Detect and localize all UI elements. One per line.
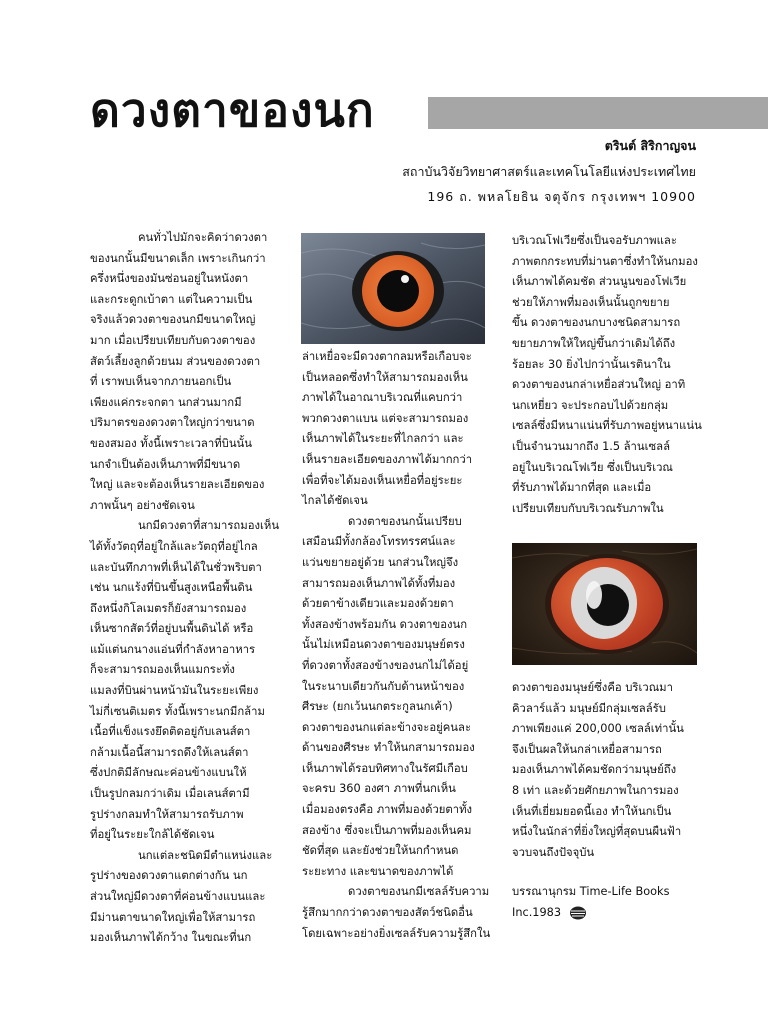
text-line: ศีรษะ (ยกเว้นนกตระกูลนกเค้า) <box>302 700 453 714</box>
hawk-eye-photo <box>512 543 697 665</box>
text-line: ดวงตาของมนุษย์ซึ่งคือ บริเวณมา <box>512 681 673 694</box>
text-line: เห็นภาพได้ในระยะที่ไกลกว่า และ <box>302 432 464 446</box>
text-line: ที่ดวงตาทั้งสองข้างของนกไม่ได้อยู่ <box>302 658 469 672</box>
photo-caption <box>512 678 698 863</box>
text-line: พวกดวงตาแบน แต่จะสามารถมอง <box>302 411 469 425</box>
text-line: นั้นไม่เหมือนดวงตาของมนุษย์ตรง <box>302 638 465 652</box>
text-line: ล่าเหยื่อจะมีดวงตากลมหรือเกือบจะ <box>302 350 472 363</box>
text-line: ไกลได้ชัดเจน <box>302 494 368 508</box>
text-line: เปรียบเทียบกับบริเวณรับภาพใน <box>512 501 664 515</box>
text-line: เสมือนมีทั้งกล้องโทรทรรศน์และ <box>302 535 456 549</box>
text-line: ดวงตาของนกนั้นเปรียบ <box>348 514 462 528</box>
column-3 <box>512 231 702 519</box>
text-line: คนทั่วไปมักจะคิดว่าดวงตา <box>138 231 268 244</box>
reference-line: บรรณานุกรม Time-Life Books <box>512 885 670 898</box>
text-line: เนื้อที่แข็งแรงยึดติดอยู่กับเลนส์ตา <box>90 725 251 739</box>
text-line: ชัดที่สุด และยังช่วยให้นกกำหนด <box>302 844 459 858</box>
text-line: แม้แต่นกนางแอ่นที่กำลังหาอาหาร <box>90 642 256 656</box>
bird-eye-image <box>301 233 485 344</box>
text-line: ก็จะสามารถมองเห็นแมกระทั่ง <box>90 663 235 677</box>
text-line: โดยเฉพาะอย่างยิ่งเซลล์รับความรู้สึกใน <box>302 926 491 940</box>
text-line: ภาพตกกระทบที่ม่านตาซึ่งทำให้นกมอง <box>512 254 698 268</box>
text-line: เซลล์ซึ่งมีหนาแน่นที่รับภาพอยู่หนาแน่น <box>512 419 702 433</box>
text-line: ดวงตาของนกล่าเหยื่อส่วนใหญ่ อาทิ <box>512 378 686 392</box>
text-line: และกระดูกเบ้าตา แต่ในความเป็น <box>90 292 253 306</box>
text-line: จึงเป็นผลให้นกล่าเหยื่อสามารถ <box>512 742 662 756</box>
author-address: 196 ถ. พหลโยธิน จตุจักร กรุงเทพฯ 10900 <box>427 189 696 204</box>
text-line: นกแต่ละชนิดมีตำแหน่งและ <box>138 848 273 862</box>
publisher-logo-icon <box>569 906 587 920</box>
text-line: เห็นภาพได้คมชัด ส่วนนูนของโฟเวีย <box>512 275 687 289</box>
text-line: เพื่อที่จะได้มองเห็นเหยื่อที่อยู่ระยะ <box>302 473 463 487</box>
text-line: มองเห็นภาพได้กว้าง ในขณะที่นก <box>90 931 252 945</box>
text-line: รูปร่างของดวงตาแตกต่างกัน นก <box>90 869 248 883</box>
text-line: ดวงตาของนกมีเซลล์รับความ <box>348 885 490 899</box>
text-line: ที่ เราพบเห็นจากภายนอกเป็น <box>90 375 232 389</box>
text-line: ที่อยู่ในระยะใกล้ได้ชัดเจน <box>90 828 215 842</box>
text-line: แมลงที่บินผ่านหน้ามันในระยะเพียง <box>90 684 259 698</box>
text-line: ที่รับภาพได้มากที่สุด และเมื่อ <box>512 481 652 495</box>
text-line: เป็นจำนวนมากถึง 1.5 ล้านเซลล์ <box>512 439 671 453</box>
text-line: นกเหยี่ยว จะประกอบไปด้วยกลุ่ม <box>512 398 669 412</box>
text-line: เห็นภาพได้รอบทิศทางในรัศมีเกือบ <box>302 761 468 775</box>
author-affiliation: สถาบันวิจัยวิทยาศาสตร์และเทคโนโลยีแห่งประเทศไทย <box>402 164 696 179</box>
text-line: ในระนาบเดียวกันกับด้านหน้าของ <box>302 679 465 693</box>
text-line: สองข้าง ซึ่งจะเป็นภาพที่มองเห็นคม <box>302 823 472 837</box>
text-line: เห็นรายละเอียดของภาพได้มากกว่า <box>302 452 473 466</box>
text-line: ซึ่งปกติมีลักษณะค่อนข้างแบนให้ <box>90 766 247 780</box>
text-line: จวบจนถึงปัจจุบัน <box>512 845 595 859</box>
column-2 <box>302 347 491 944</box>
article-title: ดวงตาของนก <box>90 83 375 137</box>
text-line: รูปร่างกลมทำให้สามารถรับภาพ <box>90 807 244 821</box>
text-line: ระยะทาง และขนาดของภาพได้ <box>302 864 454 878</box>
hawk-eye-image <box>512 543 697 665</box>
text-line: ขยายภาพให้ใหญ่ขึ้นกว่าเดิมได้ถึง <box>512 336 676 350</box>
text-line: มีม่านตาขนาดใหญ่เพื่อให้สามารถ <box>90 910 256 924</box>
text-line: หนึ่งในนักล่าที่ยิ่งใหญ่ที่สุดบนผืนฟ้า <box>512 825 682 839</box>
text-line: นกมีดวงตาที่สามารถมองเห็น <box>138 519 280 533</box>
text-line: นกจำเป็นต้องเห็นภาพที่มีขนาด <box>90 457 241 471</box>
author-name: ตรินต์ สิริกาญจน <box>604 138 696 153</box>
text-line: รู้สึกมากกว่าดวงตาของสัตว์ชนิดอื่น <box>302 906 473 920</box>
text-line: ใหญ่ และจะต้องเห็นรายละเอียดของ <box>90 478 265 492</box>
text-line: มองเห็นภาพได้คมชัดกว่ามนุษย์ถึง <box>512 763 677 777</box>
text-line: คิวลาร์แล้ว มนุษย์มีกลุ่มเซลล์รับ <box>512 701 666 715</box>
text-line: และบันทึกภาพที่เห็นได้ในชั่วพริบตา <box>90 560 262 574</box>
text-line: เห็นซากสัตว์ที่อยู่บนพื้นดินได้ หรือ <box>90 622 254 636</box>
reference-year: Inc.1983 <box>512 905 562 919</box>
text-line: ครึ่งหนึ่งของมันซ่อนอยู่ในหนังตา <box>90 272 249 286</box>
title-bar <box>428 97 768 129</box>
bird-eye-photo <box>301 233 485 344</box>
text-line: ภาพเพียงแค่ 200,000 เซลล์เท่านั้น <box>512 722 684 736</box>
text-line: ร้อยละ 30 ยิ่งไปกว่านั้นเรตินาใน <box>512 357 671 371</box>
text-line: ปริมาตรของดวงตาใหญ่กว่าขนาด <box>90 416 255 430</box>
text-line: ด้วยตาข้างเดียวและมองด้วยตา <box>302 597 454 611</box>
column-1 <box>90 228 280 949</box>
text-line: อยู่ในบริเวณโฟเวีย ซึ่งเป็นบริเวณ <box>512 460 673 474</box>
text-line: ภาพได้ในอาณาบริเวณที่แคบกว่า <box>302 391 463 405</box>
text-line: มาก เมื่อเปรียบเทียบกับดวงตาของ <box>90 333 256 347</box>
text-line: ช่วยให้ภาพที่มองเห็นนั้นถูกขยาย <box>512 295 670 309</box>
text-line: เพียงแค่กระจกตา นกส่วนมากมี <box>90 395 242 409</box>
text-line: ถึงหนึ่งกิโลเมตรก็ยังสามารถมอง <box>90 601 247 615</box>
text-line: ของนกนั้นมีขนาดเล็ก เพราะเกินกว่า <box>90 251 266 265</box>
text-line: กล้ามเนื้อนี้สามารถดึงให้เลนส์ตา <box>90 745 249 759</box>
text-line: จะครบ 360 องศา ภาพที่นกเห็น <box>302 782 456 796</box>
text-line: ไม่กี่เซนติเมตร ทั้งนี้เพราะนกมีกล้าม <box>90 704 265 718</box>
text-line: ภาพนั้นๆ อย่างชัดเจน <box>90 498 195 512</box>
text-line: เป็นรูปกลมกว่าเดิม เมื่อเลนส์ตามี <box>90 787 250 801</box>
references <box>512 882 698 923</box>
text-line: บริเวณโฟเวียซึ่งเป็นจอรับภาพและ <box>512 234 677 247</box>
text-line: เช่น นกแร้งที่บินขึ้นสูงเหนือพื้นดิน <box>90 581 253 595</box>
text-line: 8 เท่า และด้วยศักยภาพในการมอง <box>512 783 679 797</box>
reference-line-2 <box>512 903 698 924</box>
text-line: ด้านของศีรษะ ทำให้นกสามารถมอง <box>302 741 475 755</box>
text-line: สามารถมองเห็นภาพได้ทั้งที่มอง <box>302 576 456 590</box>
text-line: แว่นขยายอยู่ด้วย นกส่วนใหญ่จึง <box>302 555 459 569</box>
text-line: ของสมอง ทั้งนี้เพราะเวลาที่บินนั้น <box>90 436 252 450</box>
text-line: สัตว์เลี้ยงลูกด้วยนม ส่วนของดวงตา <box>90 354 261 368</box>
text-line: ขึ้น ดวงตาของนกบางชนิดสามารถ <box>512 316 681 330</box>
text-line: จริงแล้วดวงตาของนกมีขนาดใหญ่ <box>90 313 256 327</box>
text-line: เมื่อมองตรงคือ ภาพที่มองด้วยตาทั้ง <box>302 803 473 817</box>
text-line: เห็นที่เยี่ยมยอดนี้เอง ทำให้นกเป็น <box>512 804 672 818</box>
text-line: ส่วนใหญ่มีดวงตาที่ค่อนข้างแบนและ <box>90 890 266 903</box>
text-line: ได้ทั้งวัตถุที่อยู่ใกล้และวัตถุที่อยู่ไกล <box>90 539 258 553</box>
text-line: เป็นหลอดซึ่งทำให้สามารถมองเห็น <box>302 370 468 384</box>
text-line: ทั้งสองข้างพร้อมกัน ดวงตาของนก <box>302 617 468 631</box>
text-line: ดวงตาของนกแต่ละข้างจะอยู่คนละ <box>302 720 472 734</box>
